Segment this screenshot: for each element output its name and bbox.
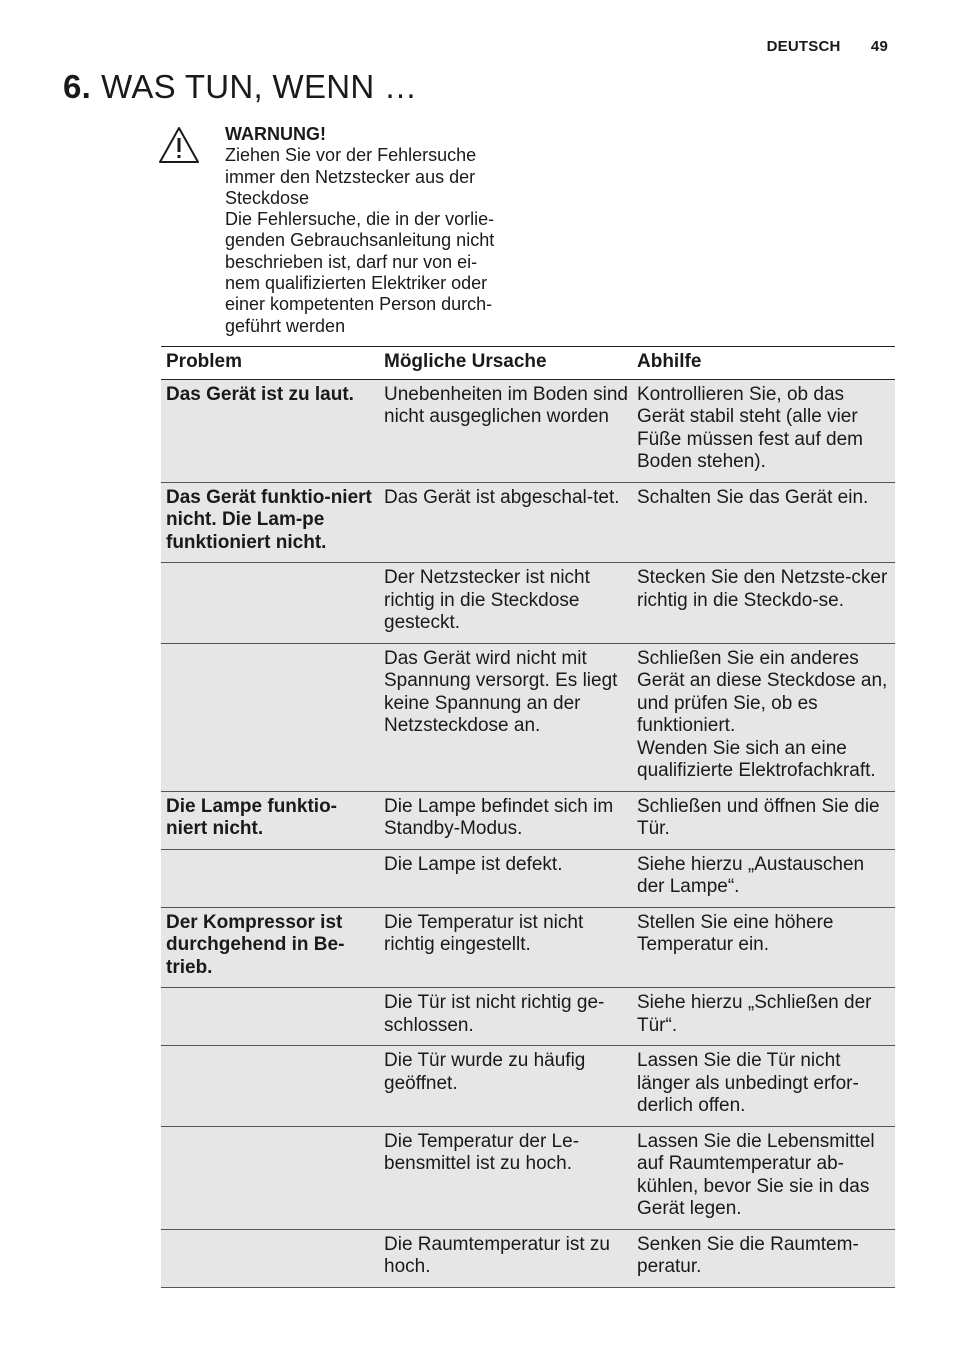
table-row xyxy=(161,1126,895,1229)
remedy-cell: Siehe hierzu „Austauschen der Lampe“. xyxy=(632,849,895,907)
warning-heading: WARNUNG! xyxy=(225,124,326,144)
table-row xyxy=(161,1229,895,1287)
problem-cell: Die Lampe funktio-niert nicht. xyxy=(161,791,379,849)
warning-line: Die Fehlersuche, die in der vorlie- xyxy=(225,209,495,230)
warning-line: einer kompetenten Person durch- xyxy=(225,294,493,315)
remedy-cell: Schalten Sie das Gerät ein. xyxy=(632,482,895,563)
problem-cell xyxy=(161,988,379,1046)
header-problem: Problem xyxy=(161,347,379,380)
cause-cell: Die Temperatur ist nicht richtig eingestellt. xyxy=(379,907,632,988)
remedy-cell xyxy=(632,643,895,791)
troubleshooting-table xyxy=(161,346,895,1288)
table-row xyxy=(161,563,895,644)
warning-line: genden Gebrauchsanleitung nicht xyxy=(225,230,495,251)
table-row xyxy=(161,907,895,988)
page-number: 49 xyxy=(870,38,888,55)
table-row xyxy=(161,791,895,849)
warning-line: Ziehen Sie vor der Fehlersuche xyxy=(225,145,477,166)
problem-cell: Das Gerät funktio-niert nicht. Die Lam-pe funktioniert nicht. xyxy=(161,482,379,563)
remedy-cell: Lassen Sie die Tür nicht länger als unbedingt erfor-derlich offen. xyxy=(632,1046,895,1127)
header-remedy: Abhilfe xyxy=(632,347,895,380)
page-header xyxy=(767,38,888,55)
problem-cell: Das Gerät ist zu laut. xyxy=(161,379,379,482)
cause-cell: Die Raumtemperatur ist zu hoch. xyxy=(379,1229,632,1287)
table-row xyxy=(161,1046,895,1127)
cause-cell: Die Lampe ist defekt. xyxy=(379,849,632,907)
remedy-cell: Senken Sie die Raumtem-peratur. xyxy=(632,1229,895,1287)
header-cause: Mögliche Ursache xyxy=(379,347,632,380)
remedy-cell: Stecken Sie den Netzste-cker richtig in die Steckdo-se. xyxy=(632,563,895,644)
table-row xyxy=(161,849,895,907)
remedy-cell: Lassen Sie die Lebensmittel auf Raumtemperatur ab-kühlen, bevor Sie sie in das Gerät legen. xyxy=(632,1126,895,1229)
remedy-cell: Kontrollieren Sie, ob das Gerät stabil steht (alle vier Füße müssen fest auf dem Boden stehen). xyxy=(632,379,895,482)
cause-cell: Die Temperatur der Le-bensmittel ist zu hoch. xyxy=(379,1126,632,1229)
cause-cell: Der Netzstecker ist nicht richtig in die Steckdose gesteckt. xyxy=(379,563,632,644)
problem-cell xyxy=(161,643,379,791)
section-title xyxy=(63,68,417,106)
warning-triangle-icon xyxy=(158,126,200,164)
language-label: DEUTSCH xyxy=(766,38,841,55)
cause-cell: Das Gerät ist abgeschal-tet. xyxy=(379,482,632,563)
cause-cell: Die Lampe befindet sich im Standby-Modus. xyxy=(379,791,632,849)
warning-line: geführt werden xyxy=(225,315,346,336)
problem-cell xyxy=(161,1229,379,1287)
cause-cell: Die Tür wurde zu häufig geöffnet. xyxy=(379,1046,632,1127)
remedy-cell: Schließen und öffnen Sie die Tür. xyxy=(632,791,895,849)
warning-line: beschrieben ist, darf nur von ei- xyxy=(225,251,478,272)
warning-box xyxy=(225,124,515,337)
table-row xyxy=(161,482,895,563)
section-title-text: WAS TUN, WENN … xyxy=(101,68,418,105)
remedy-cell: Siehe hierzu „Schließen der Tür“. xyxy=(632,988,895,1046)
cause-cell: Die Tür ist nicht richtig ge-schlossen. xyxy=(379,988,632,1046)
cause-cell: Das Gerät wird nicht mit Spannung versorgt. Es liegt keine Spannung an der Netzsteckdose an. xyxy=(379,643,632,791)
table-header-row xyxy=(161,347,895,380)
warning-line: Steckdose xyxy=(225,187,310,208)
remedy-text-extra: Wenden Sie sich an eine qualifizierte Elektrofachkraft. xyxy=(637,737,876,781)
remedy-text: Schließen Sie ein anderes Gerät an diese Steckdose an, und prüfen Sie, ob es funktioniert. xyxy=(637,647,888,736)
problem-cell xyxy=(161,563,379,644)
table-row xyxy=(161,379,895,482)
cause-cell: Unebenheiten im Boden sind nicht ausgeglichen worden xyxy=(379,379,632,482)
problem-cell xyxy=(161,849,379,907)
section-number: 6. xyxy=(63,68,92,105)
problem-cell: Der Kompressor ist durchgehend in Be-trieb. xyxy=(161,907,379,988)
problem-cell xyxy=(161,1126,379,1229)
table-row xyxy=(161,643,895,791)
warning-line: immer den Netzstecker aus der xyxy=(225,166,476,187)
table-row xyxy=(161,988,895,1046)
warning-line: nem qualifizierten Elektriker oder xyxy=(225,273,488,294)
remedy-cell: Stellen Sie eine höhere Temperatur ein. xyxy=(632,907,895,988)
problem-cell xyxy=(161,1046,379,1127)
